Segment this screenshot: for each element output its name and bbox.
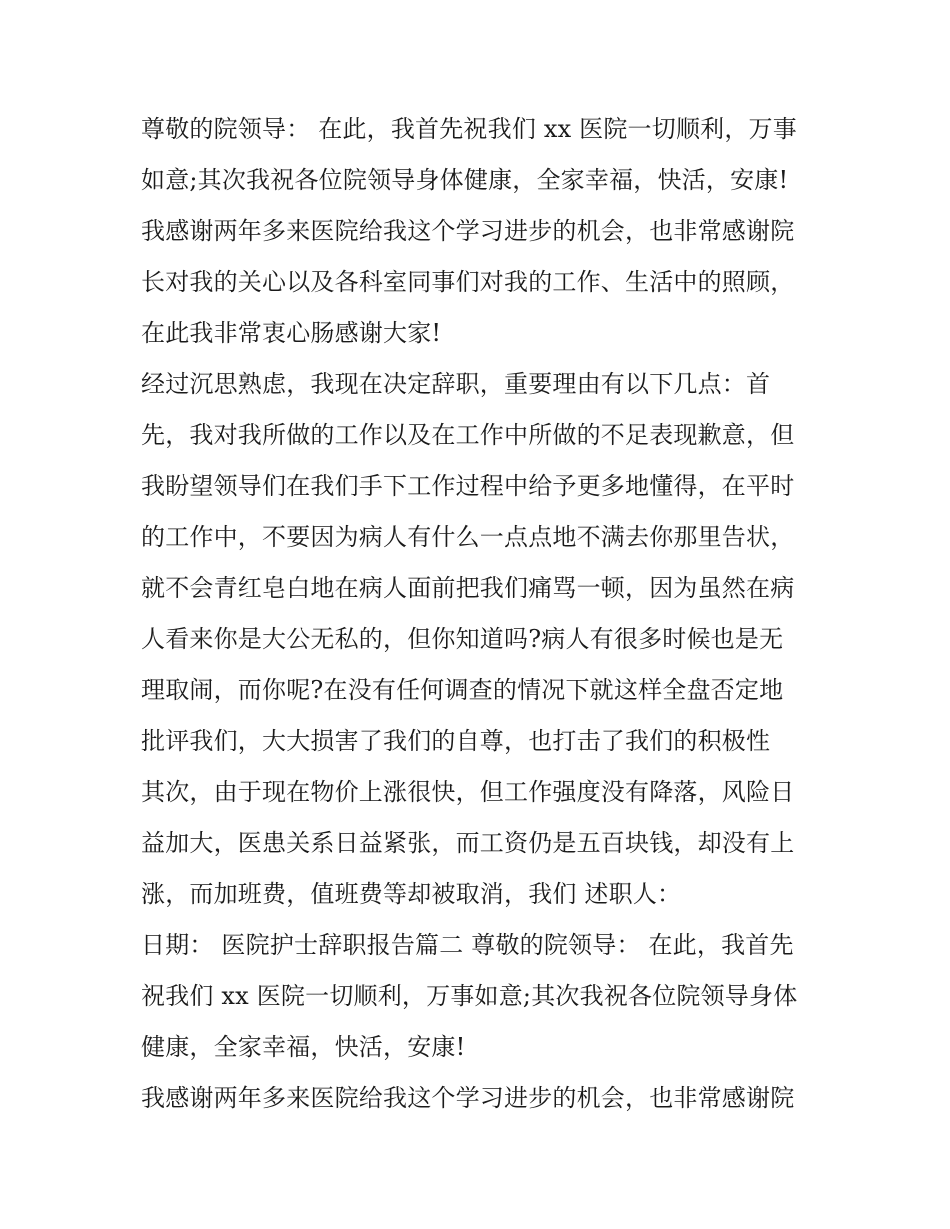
text-line: 涨，而加班费，值班费等却被取消，我们 述职人： — [141, 880, 682, 908]
text-line: 长对我的关心以及各科室同事们对我的工作、生活中的照顾， — [141, 268, 795, 296]
text-line: 的工作中，不要因为病人有什么一点点地不满去你那里告状， — [141, 523, 795, 551]
text-line: 理取闹，而你呢?在没有任何调查的情况下就这样全盘否定地 — [141, 676, 784, 704]
text-line: 其次，由于现在物价上涨很快，但工作强度没有降落，风险日 — [141, 778, 795, 806]
text-line: 日期： 医院护士辞职报告篇二 尊敬的院领导： 在此，我首先 — [141, 931, 794, 959]
text-line: 经过沉思熟虑，我现在决定辞职，重要理由有以下几点：首 — [141, 370, 771, 398]
text-line: 尊敬的院领导： 在此，我首先祝我们 xx 医院一切顺利，万事 — [141, 115, 797, 143]
text-line: 我感谢两年多来医院给我这个学习进步的机会，也非常感谢院 — [141, 1084, 795, 1112]
text-line: 在此我非常衷心肠感谢大家! — [141, 319, 442, 347]
text-line: 人看来你是大公无私的，但你知道吗?病人有很多时候也是无 — [141, 625, 784, 653]
document-body — [141, 104, 831, 1124]
text-line: 如意;其次我祝各位院领导身体健康，全家幸福，快活，安康! — [141, 166, 789, 194]
text-line: 我感谢两年多来医院给我这个学习进步的机会，也非常感谢院 — [141, 217, 795, 245]
text-line: 先，我对我所做的工作以及在工作中所做的不足表现歉意，但 — [141, 421, 795, 449]
text-line: 健康，全家幸福，快活，安康! — [141, 1033, 466, 1061]
text-line: 批评我们，大大损害了我们的自尊，也打击了我们的积极性 — [141, 727, 771, 755]
text-line: 就不会青红皂白地在病人面前把我们痛骂一顿，因为虽然在病 — [141, 574, 795, 602]
text-line: 祝我们 xx 医院一切顺利，万事如意;其次我祝各位院领导身体 — [141, 982, 798, 1010]
text-line: 益加大，医患关系日益紧张，而工资仍是五百块钱，却没有上 — [141, 829, 795, 857]
text-line: 我盼望领导们在我们手下工作过程中给予更多地懂得，在平时 — [141, 472, 795, 500]
